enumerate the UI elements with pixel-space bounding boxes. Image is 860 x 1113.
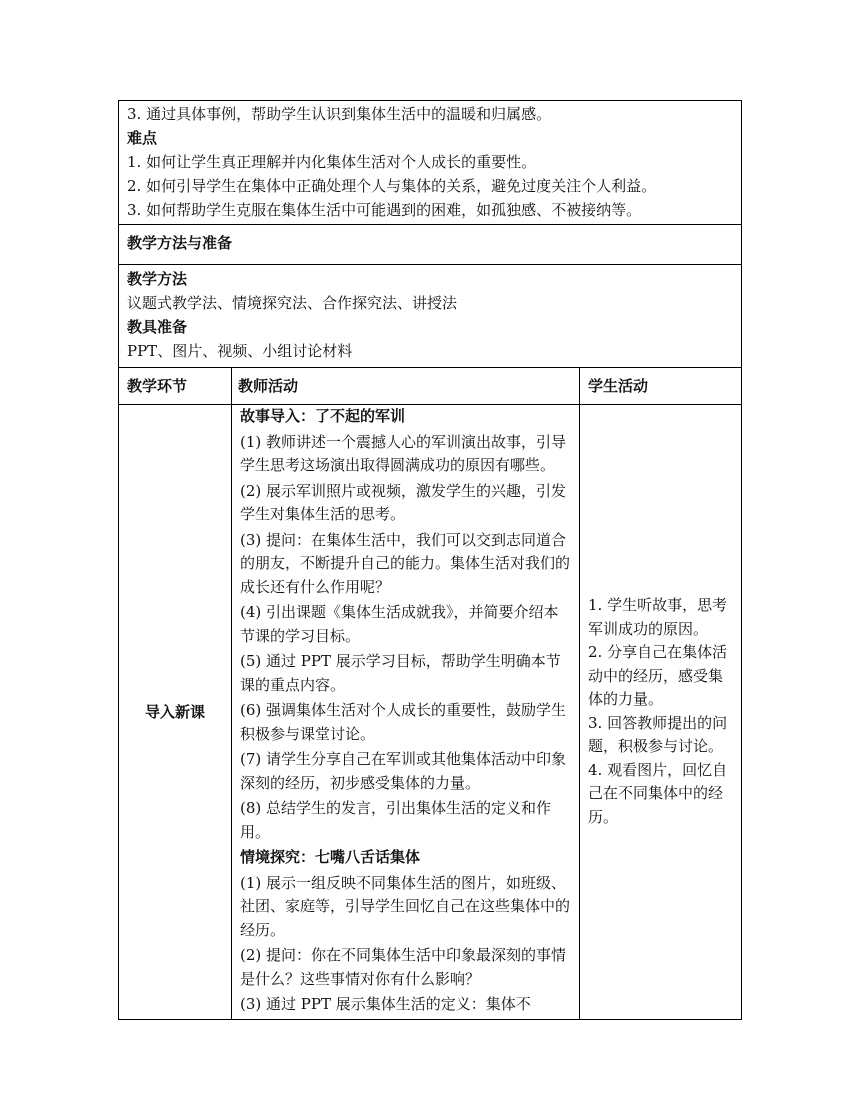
teacher-heading: 情境探究：七嘴八舌话集体 bbox=[240, 848, 421, 866]
teacher-item: (1) 教师讲述一个震撼人心的军训演出故事，引导学生思考这场演出取得圆满成功的原因有哪些。 bbox=[240, 432, 567, 474]
student-item: 4. 观看图片，回忆自己在不同集体中的经历。 bbox=[588, 760, 728, 826]
teacher-item: (2) 展示军训照片或视频，激发学生的兴趣，引发学生对集体生活的思考。 bbox=[240, 481, 567, 523]
teacher-item: (7) 请学生分享自己在军训或其他集体活动中印象深刻的经历，初步感受集体的力量。 bbox=[240, 750, 567, 792]
stage-name: 导入新课 bbox=[119, 405, 232, 1020]
methods-row bbox=[119, 265, 742, 368]
method-title: 教学方法 bbox=[127, 270, 188, 288]
teacher-item: (5) 通过 PPT 展示学习目标，帮助学生明确本节课的重点内容。 bbox=[240, 652, 561, 694]
lesson-plan-table bbox=[118, 100, 742, 1020]
difficulty-item: 3. 如何帮助学生克服在集体生活中可能遇到的困难，如孤独感、不被接纳等。 bbox=[127, 201, 642, 219]
key-point-3: 3. 通过具体事例，帮助学生认识到集体生活中的温暖和归属感。 bbox=[127, 105, 552, 123]
teacher-item: (3) 提问：在集体生活中，我们可以交到志同道合的朋友，不断提升自己的能力。集体生活对我们的成长还有什么作用呢？ bbox=[240, 530, 571, 596]
prep-list: PPT、图片、视频、小组讨论材料 bbox=[127, 342, 353, 360]
student-activity-cell bbox=[580, 405, 742, 1020]
intro-stage-row bbox=[119, 405, 742, 1020]
prep-title: 教具准备 bbox=[127, 318, 188, 336]
goals-row bbox=[119, 101, 742, 225]
methods-section-title: 教学方法与准备 bbox=[119, 225, 742, 265]
methods-cell bbox=[119, 265, 742, 368]
teacher-activity-cell bbox=[232, 405, 580, 1020]
header-teacher: 教师活动 bbox=[232, 368, 580, 405]
teacher-item: (8) 总结学生的发言，引出集体生活的定义和作用。 bbox=[240, 799, 552, 841]
student-item: 2. 分享自己在集体活动中的经历，感受集体的力量。 bbox=[588, 643, 728, 709]
methods-title-row bbox=[119, 225, 742, 265]
teacher-item: (6) 强调集体生活对个人成长的重要性，鼓励学生积极参与课堂讨论。 bbox=[240, 701, 567, 743]
teacher-item: (4) 引出课题《集体生活成就我》，并简要介绍本节课的学习目标。 bbox=[240, 603, 559, 645]
header-stage: 教学环节 bbox=[119, 368, 232, 405]
teacher-item: (2) 提问：你在不同集体生活中印象最深刻的事情是什么？这些事情对你有什么影响？ bbox=[240, 946, 567, 988]
teacher-heading: 故事导入：了不起的军训 bbox=[240, 407, 406, 425]
teacher-item: (3) 通过 PPT 展示集体生活的定义：集体不 bbox=[240, 995, 531, 1013]
method-list: 议题式教学法、情境探究法、合作探究法、讲授法 bbox=[127, 294, 458, 312]
difficulty-item: 1. 如何让学生真正理解并内化集体生活对个人成长的重要性。 bbox=[127, 153, 537, 171]
student-item: 3. 回答教师提出的问题，积极参与讨论。 bbox=[588, 713, 728, 756]
teacher-item: (1) 展示一组反映不同集体生活的图片，如班级、社团、家庭等，引导学生回忆自己在这些集体中的经历。 bbox=[240, 873, 571, 939]
difficulty-item: 2. 如何引导学生在集体中正确处理个人与集体的关系，避免过度关注个人利益。 bbox=[127, 177, 657, 195]
difficulty-title: 难点 bbox=[127, 129, 158, 147]
student-item: 1. 学生听故事，思考军训成功的原因。 bbox=[588, 596, 728, 638]
goals-cell bbox=[119, 101, 742, 225]
table-header-row bbox=[119, 368, 742, 405]
header-student: 学生活动 bbox=[580, 368, 742, 405]
